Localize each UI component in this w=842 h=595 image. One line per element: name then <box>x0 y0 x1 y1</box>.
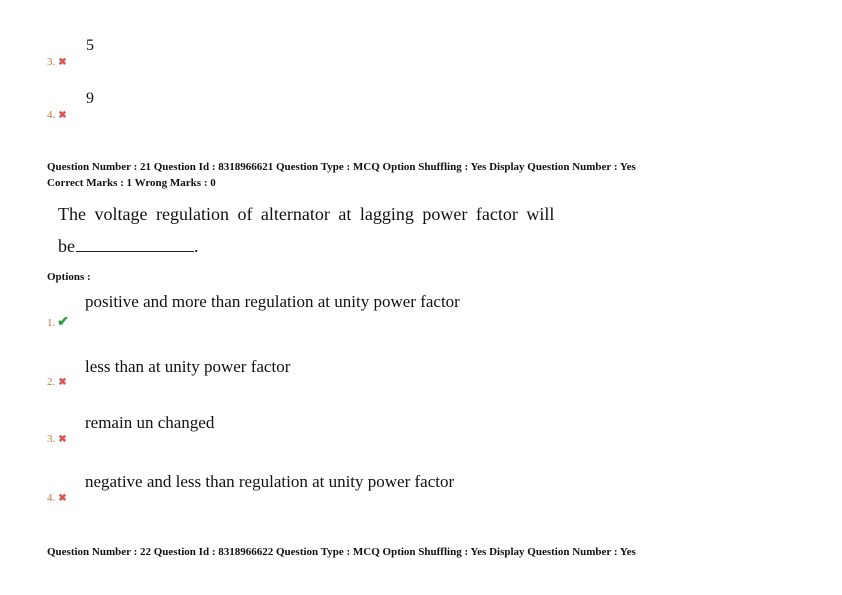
options-label: Options : <box>47 271 91 283</box>
option-number: 3. <box>47 56 56 68</box>
prev-option-3-number <box>47 56 67 69</box>
option-1-number <box>47 317 69 329</box>
question-21-text-line1: The voltage regulation of alternator at lagging power factor will <box>58 204 555 224</box>
check-icon: ✔ <box>57 315 69 330</box>
option-2-text: less than at unity power factor <box>85 357 291 376</box>
prev-option-4-text: 9 <box>86 90 94 107</box>
prev-option-4-number <box>47 109 67 122</box>
option-2-number <box>47 376 67 389</box>
cross-icon: ✖ <box>58 110 67 121</box>
option-3-number <box>47 433 67 446</box>
option-number: 4. <box>47 492 56 504</box>
question-text-suffix: . <box>194 236 199 256</box>
cross-icon: ✖ <box>58 377 67 388</box>
option-number: 1. <box>47 317 56 329</box>
option-1-text: positive and more than regulation at unity power factor <box>85 292 460 311</box>
question-21-meta-line2: Correct Marks : 1 Wrong Marks : 0 <box>47 177 216 189</box>
prev-option-3-text: 5 <box>86 37 94 54</box>
question-text-prefix: be <box>58 236 75 256</box>
option-3-text: remain un changed <box>85 413 215 432</box>
question-22-meta-line1: Question Number : 22 Question Id : 8318966622 Question Type : MCQ Option Shuffling : Yes Display Question Number : Yes <box>47 546 636 558</box>
cross-icon: ✖ <box>58 493 67 504</box>
question-21-text-line2 <box>58 235 199 257</box>
option-number: 4. <box>47 109 56 121</box>
answer-blank <box>76 237 194 252</box>
option-number: 2. <box>47 376 56 388</box>
option-number: 3. <box>47 433 56 445</box>
cross-icon: ✖ <box>58 434 67 445</box>
option-4-number <box>47 492 67 505</box>
question-21-meta-line1: Question Number : 21 Question Id : 8318966621 Question Type : MCQ Option Shuffling : Yes Display Question Number : Yes <box>47 161 636 173</box>
cross-icon: ✖ <box>58 57 67 68</box>
option-4-text: negative and less than regulation at unity power factor <box>85 472 455 491</box>
